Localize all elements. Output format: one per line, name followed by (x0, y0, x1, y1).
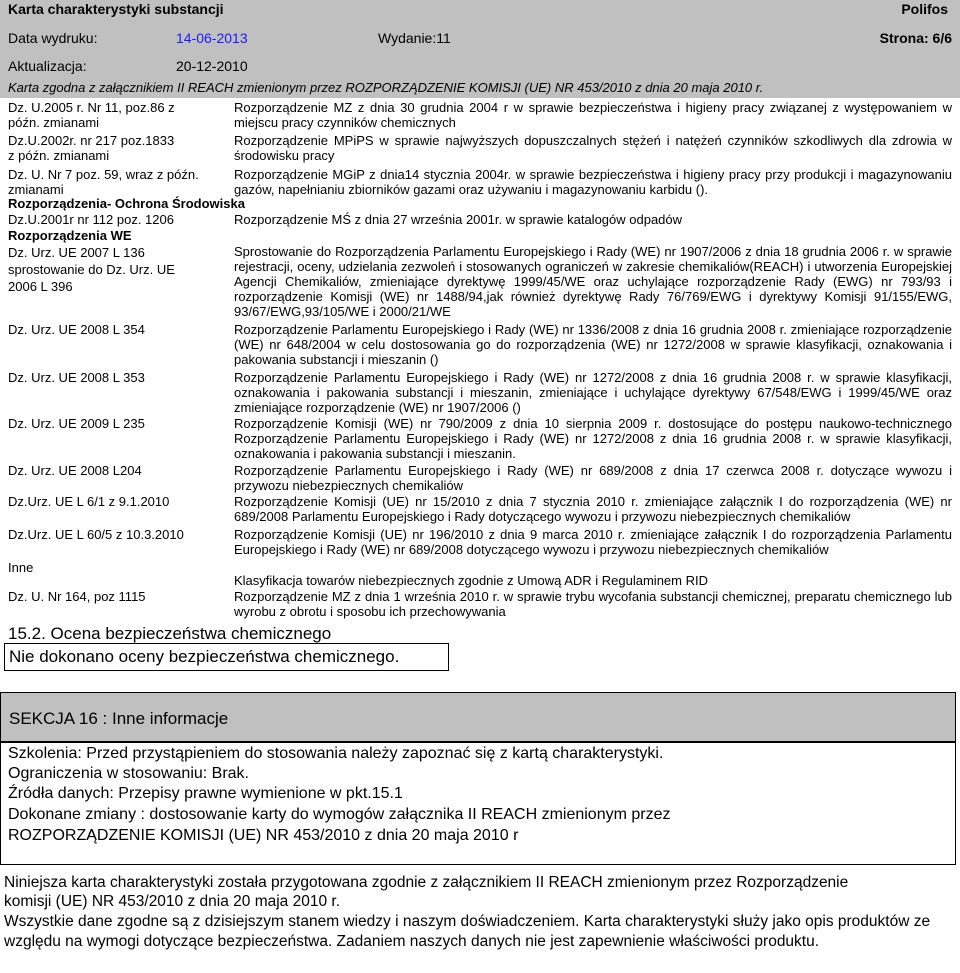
sources-line: Źródła danych: Przepisy prawne wymienione w pkt.15.1 (8, 785, 403, 802)
update-label: Aktualizacja: (8, 58, 87, 74)
update-date-value: 20-12-2010 (176, 58, 248, 74)
regulation-ref: Dz. Urz. UE 2009 L 235 (8, 416, 145, 431)
regulation-text: Rozporządzenie MGiP z dnia14 stycznia 2004r. w sprawie bezpieczeństwa i higieny pracy przy produkcji i magazynowaniu gazów, napełnianiu zbiorników gazami oraz używaniu i magazynowaniu karbidu (). (234, 167, 952, 197)
regulation-ref: Dz.U.2002r. nr 217 poz.1833 z późn. zmianami (8, 133, 175, 163)
section-16-heading: SEKCJA 16 : Inne informacje (9, 709, 229, 728)
compliance-note: Karta zgodna z załącznikiem II REACH zmienionym przez ROZPORZĄDZENIE KOMISJI (UE) NR 453/2010 z dnia 20 maja 2010 r. (8, 80, 764, 95)
regulation-ref: Dz. Urz. UE 2008 L 353 (8, 370, 145, 385)
regulation-text: Klasyfikacja towarów niebezpiecznych zgodnie z Umową ADR i Regulaminem RID (234, 573, 708, 588)
section-15-2-text: Nie dokonano oceny bezpieczeństwa chemicznego. (9, 647, 400, 666)
regulation-ref: Dz.Urz. UE L 6/1 z 9.1.2010 (8, 494, 170, 509)
regulation-text: Rozporządzenie Komisji (UE) nr 196/2010 z dnia 9 marca 2010 r. zmieniające załącznik I do rozporządzenia Parlamentu Europejskiego i Rady (WE) nr 689/2008 dotyczącego wywozu i przywozu niebezpiecznych chemikaliów (234, 527, 952, 557)
print-date-label: Data wydruku: (8, 30, 98, 46)
regulation-ref: Dz. U. Nr 164, poz 1115 (8, 589, 146, 604)
document-title: Karta charakterystyki substancji (8, 1, 224, 17)
edition-label: Wydanie:11 (378, 30, 451, 46)
regulation-text: Rozporządzenie MŚ z dnia 27 września 2001r. w sprawie katalogów odpadów (234, 212, 683, 227)
regulation-text: Rozporządzenie Parlamentu Europejskiego i Rady (WE) nr 689/2008 z dnia 17 czerwca 2008 r. dotyczące wywozu i przywozu niebezpiecznych chemikaliów (234, 463, 952, 493)
regulation-text: Rozporządzenie MZ z dnia 1 września 2010 r. w sprawie trybu wycofania substancji chemicznej, preparatu chemicznego lub wyrobu z obrotu i sposobu ich przechowywania (234, 589, 952, 619)
env-regulations-heading: Rozporządzenia- Ochrona Środowiska (8, 196, 245, 211)
regulation-ref: Inne (8, 560, 34, 575)
we-regulations-heading: Rozporządzenia WE (8, 228, 132, 243)
restrictions-line: Ograniczenia w stosowaniu: Brak. (8, 765, 249, 782)
footer-note-1: Niniejsza karta charakterystyki została przygotowana zgodnie z załącznikiem II REACH zmienionym przez Rozporządzenie komisji (UE) NR 453/2010 z dnia 20 maja 2010 r. (4, 874, 849, 910)
regulation-text: Rozporządzenie Komisji (WE) nr 790/2009 z dnia 10 sierpnia 2009 r. dostosujące do postępu naukowo-technicznego Rozporządzenie Parlamentu Europejskiego i Rady (WE) nr 1272/2008 z dnia 16 grudnia 2008 r. w sprawie klasyfikacji, oznakowania i pakowania substancji i mieszanin. (234, 416, 952, 461)
section-16-header (0, 692, 956, 743)
regulation-text: Rozporządzenie Komisji (UE) nr 15/2010 z dnia 7 stycznia 2010 r. zmieniające załącznik I do rozporządzenia (WE) nr 689/2008 Parlamentu Europejskiego i Rady dotyczącego wywozu i przywozu niebezpiecznych chemikaliów (234, 494, 952, 524)
regulation-ref: Dz. U. Nr 7 poz. 59, wraz z późn. zmianami (8, 167, 199, 197)
regulation-ref: Dz.Urz. UE L 60/5 z 10.3.2010 (8, 527, 184, 542)
section-15-2-heading: 15.2. Ocena bezpieczeństwa chemicznego (8, 624, 332, 643)
training-line: Szkolenia: Przed przystąpieniem do stosowania należy zapoznać się z kartą charakterystyki. (8, 745, 664, 762)
regulation-text: Rozporządzenie MZ z dnia 30 grudnia 2004 r w sprawie bezpieczeństwa i higieny pracy związanej z występowaniem w miejscu pracy czynników chemicznych (234, 100, 952, 130)
company-name: Polifos (901, 1, 948, 17)
regulation-ref: Dz.U.2001r nr 112 poz. 1206 (8, 212, 174, 227)
regulation-text: Rozporządzenie MPiPS w sprawie najwyższych dopuszczalnych stężeń i natężeń czynników szkodliwych dla zdrowia w środowisku pracy (234, 133, 952, 163)
regulation-ref: Dz. U.2005 r. Nr 11, poz.86 z późn. zmianami (8, 100, 175, 130)
print-date-value: 14-06-2013 (176, 30, 248, 46)
section-15-2-box (4, 643, 449, 671)
regulation-ref: Dz. Urz. UE 2007 L 136 sprostowanie do Dz. Urz. UE 2006 L 396 (8, 245, 175, 294)
footer-note-2: Wszystkie dane zgodne są z dzisiejszym stanem wiedzy i naszym doświadczeniem. Karta charakterystyki służy jako opis produktów ze względu na wymogi dotyczące bezpieczeństwa. Zadaniem naszych danych nie jest zapewnienie właściwości produktu. (4, 913, 931, 950)
regulation-text: Rozporządzenie Parlamentu Europejskiego i Rady (WE) nr 1336/2008 z dnia 16 grudnia 2008 r. zmieniające rozporządzenie (WE) nr 648/2004 w celu dostosowania go do rozporządzenia (WE) nr 1272/2008 w sprawie klasyfikacji, oznakowania i pakowania substancji i mieszanin () (234, 322, 952, 367)
changes-line: Dokonane zmiany : dostosowanie karty do wymogów załącznika II REACH zmienionym przez (8, 806, 671, 823)
page-number: Strona: 6/6 (879, 30, 952, 46)
regulation-text: Sprostowanie do Rozporządzenia Parlamentu Europejskiego i Rady (WE) nr 1907/2006 z dnia 18 grudnia 2006 r. w sprawie rejestracji, oceny, udzielania zezwoleń i stosowanych ograniczeń w zakresie chemikaliów(REACH) i utworzenia Europejskiej Agencji Chemikaliów, zmieniające dyrektywę 1999/45/WE oraz uchylające rozporządzenie Rady (EWG) nr 793/93 i rozporządzenie Komisji (WE) nr 1488/94,jak również dyrektywę Rady 76/769/EWG i dyrektywy Komisji 91/155/EWG, 93/67/EWG,93/105/WE i 2000/21/WE (234, 244, 952, 319)
regulation-ref: Dz. Urz. UE 2008 L 354 (8, 322, 145, 337)
changes-line-2: ROZPORZĄDZENIE KOMISJI (UE) NR 453/2010 z dnia 20 maja 2010 r (8, 827, 519, 844)
section-16-box (0, 741, 956, 865)
regulation-text: Rozporządzenie Parlamentu Europejskiego i Rady (WE) nr 1272/2008 z dnia 16 grudnia 2008 r. w sprawie klasyfikacji, oznakowania i pakowania substancji i mieszanin, zmieniające i uchylające dyrektywy 67/548/EWG i 1999/45/WE oraz zmieniające rozporządzenie (WE) nr 1907/2006 () (234, 370, 952, 415)
regulation-ref: Dz. Urz. UE 2008 L204 (8, 463, 142, 478)
